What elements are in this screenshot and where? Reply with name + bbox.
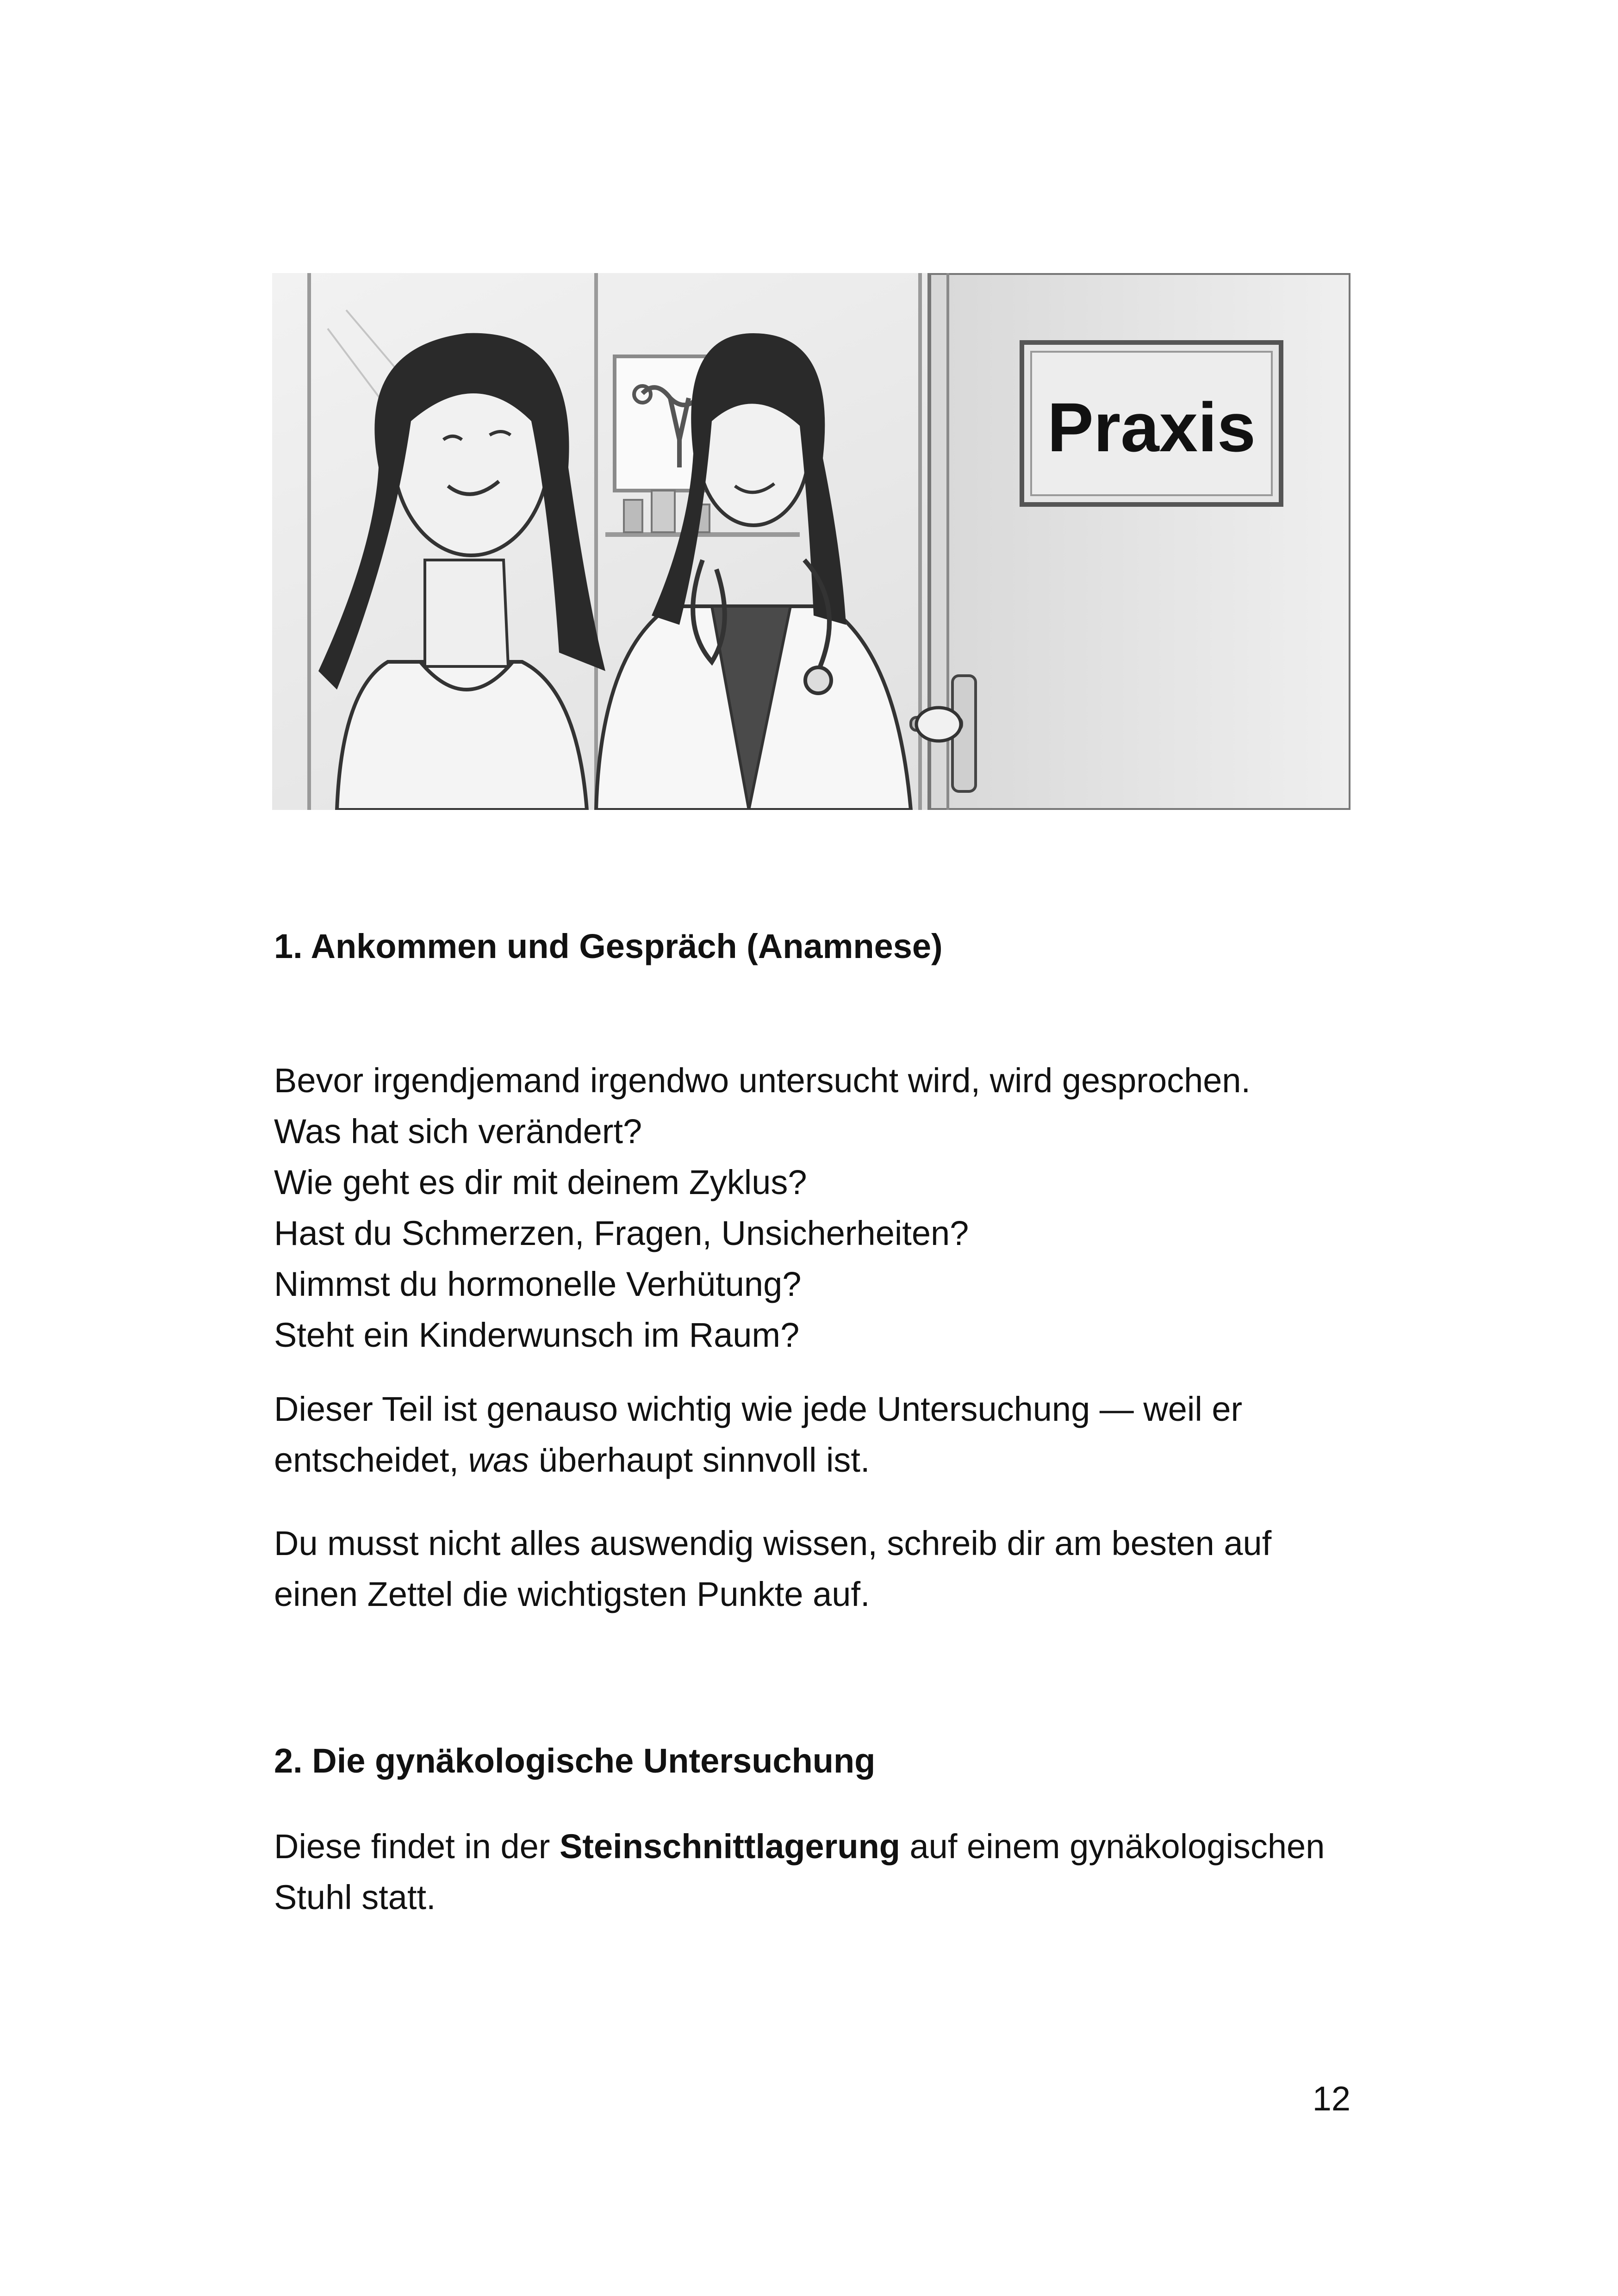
term-steinschnittlagerung: Steinschnittlagerung (560, 1827, 900, 1866)
text-line: Stuhl statt. (274, 1878, 436, 1916)
praxis-sign (1022, 342, 1281, 504)
text-line: Was hat sich verändert? (274, 1112, 642, 1151)
text-line: Steht ein Kinderwunsch im Raum? (274, 1316, 800, 1354)
text-line: Bevor irgendjemand irgendwo untersucht wird, wird gesprochen. (274, 1061, 1251, 1100)
text-line: Hast du Schmerzen, Fragen, Unsicherheiten? (274, 1214, 969, 1252)
text-line: einen Zettel die wichtigsten Punkte auf. (274, 1575, 870, 1613)
text-line: Diese findet in der Steinschnittlagerung auf einem gynäkologischen (274, 1827, 1325, 1866)
section1-heading: 1. Ankommen und Gespräch (Anamnese) (274, 927, 943, 965)
practice-illustration (272, 273, 1350, 810)
page-number: 12 (1312, 2079, 1350, 2118)
text-line: Du musst nicht alles auswendig wissen, schreib dir am besten auf (274, 1524, 1272, 1562)
section1-paragraph-importance (274, 1384, 1385, 1486)
text-line: Nimmst du hormonelle Verhütung? (274, 1265, 802, 1303)
text-line: Dieser Teil ist genauso wichtig wie jede Untersuchung — weil er (274, 1390, 1243, 1428)
text-line: Wie geht es dir mit deinem Zyklus? (274, 1163, 807, 1201)
text-line: entscheidet, was überhaupt sinnvoll ist. (274, 1441, 870, 1479)
section2-heading: 2. Die gynäkologische Untersuchung (274, 1742, 876, 1780)
svg-text:Praxis: Praxis (1047, 388, 1256, 466)
section2-paragraph (274, 1821, 1385, 1923)
emphasis-was: was (468, 1441, 529, 1479)
section1-intro (274, 1055, 1385, 1361)
section1-paragraph-notes (274, 1518, 1385, 1620)
